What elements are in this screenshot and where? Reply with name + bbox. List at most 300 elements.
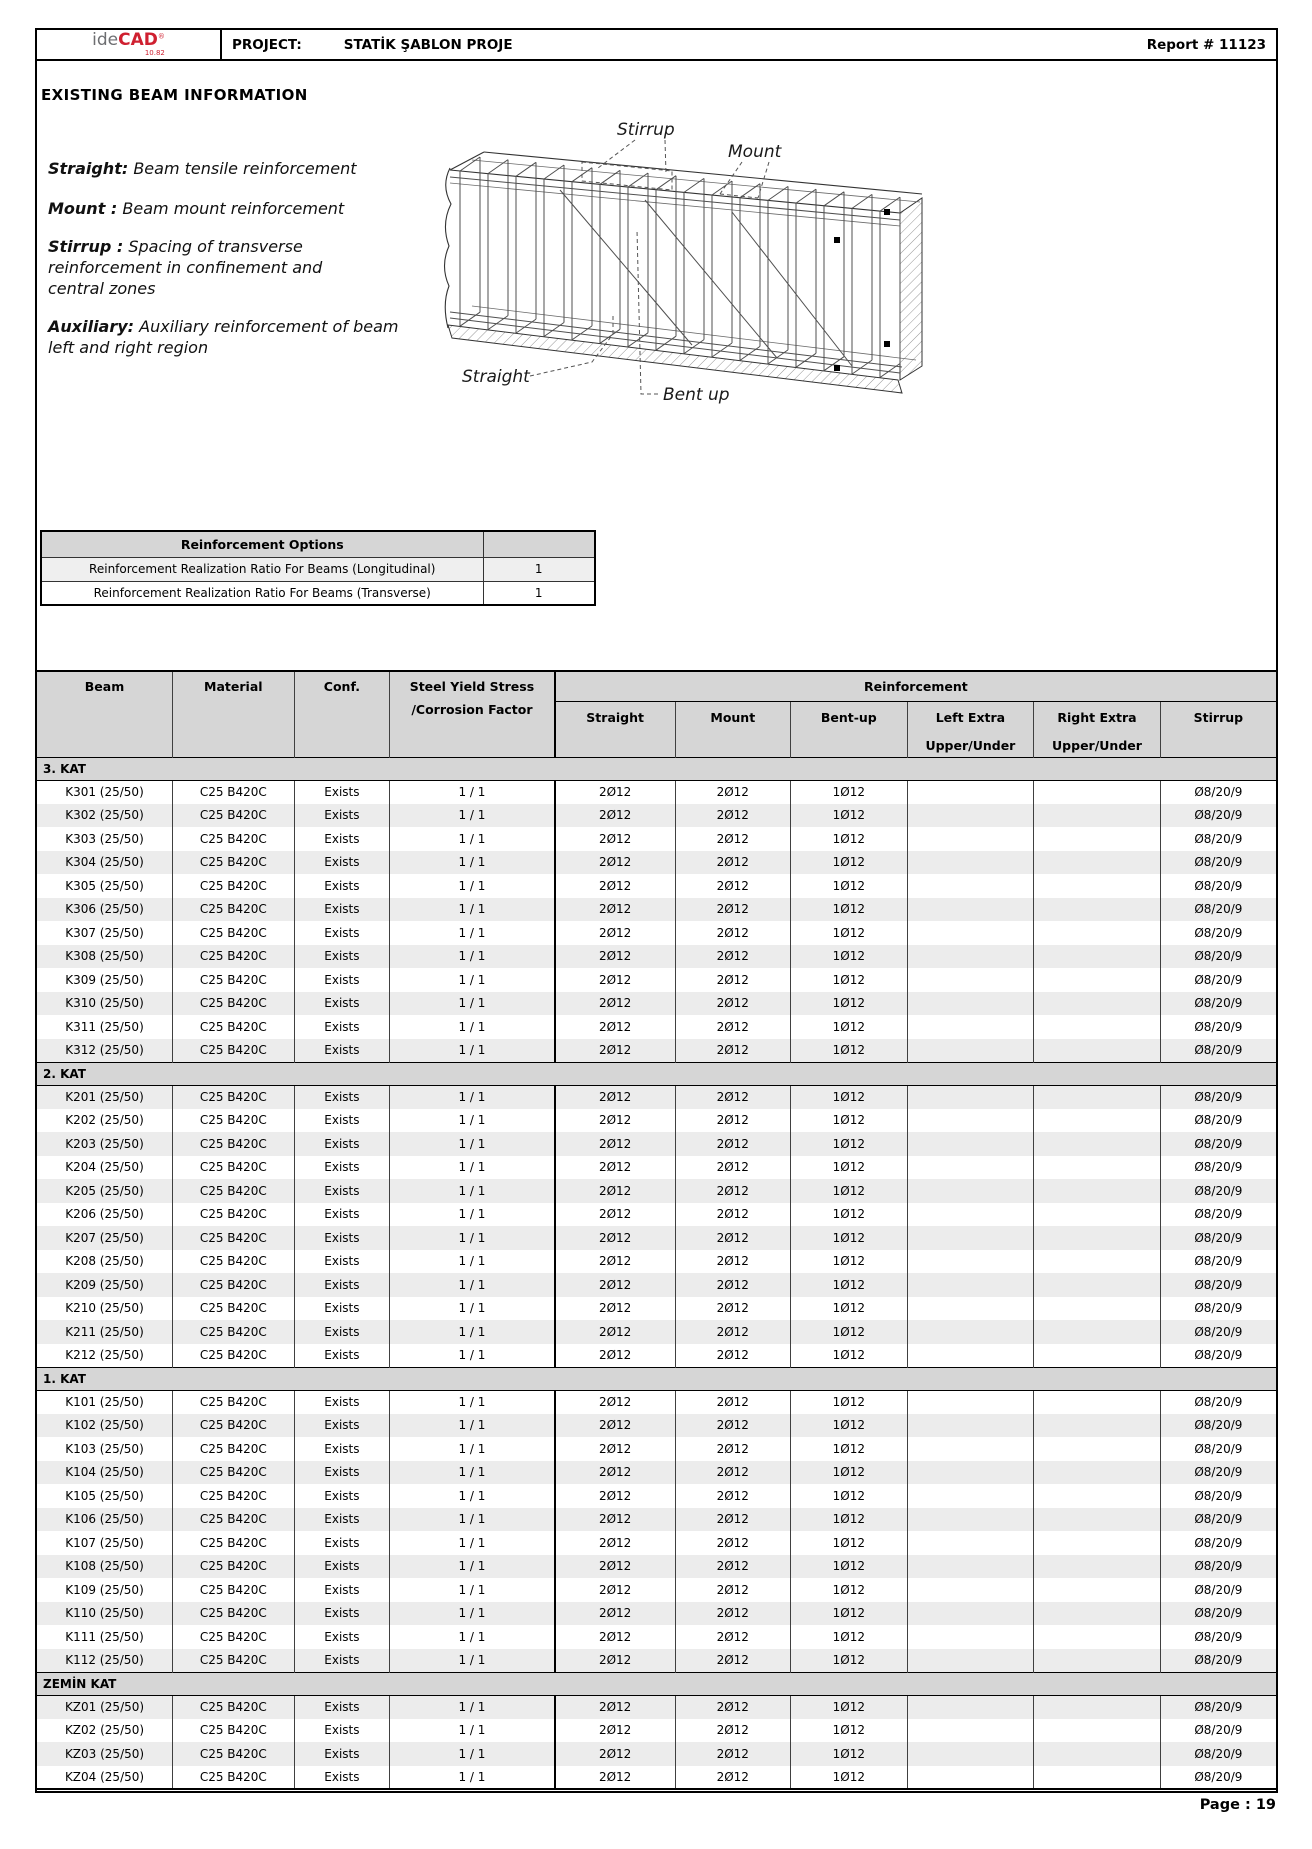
steel-yield-cell: 1 / 1 <box>390 1390 555 1414</box>
mount-cell: 2Ø12 <box>675 1766 790 1790</box>
stirrup-cell: Ø8/20/9 <box>1160 968 1277 992</box>
beam-table-header <box>36 671 1277 757</box>
mount-cell: 2Ø12 <box>675 1015 790 1039</box>
material-cell: C25 B420C <box>173 1649 295 1673</box>
page-number: Page : 19 <box>1199 1797 1276 1813</box>
steel-yield-cell: 1 / 1 <box>390 1742 555 1766</box>
stirrup-cell: Ø8/20/9 <box>1160 1390 1277 1414</box>
beam-id-cell: K306 (25/50) <box>36 898 173 922</box>
straight-cell: 2Ø12 <box>555 1344 675 1368</box>
col-header-beam: Beam <box>36 671 173 757</box>
conf-cell: Exists <box>294 1766 390 1790</box>
straight-cell: 2Ø12 <box>555 1203 675 1227</box>
beam-row <box>36 945 1277 969</box>
conf-cell: Exists <box>294 1461 390 1485</box>
straight-cell: 2Ø12 <box>555 1320 675 1344</box>
right-extra-cell <box>1034 1015 1161 1039</box>
bent-up-cell: 1Ø12 <box>790 945 907 969</box>
conf-cell: Exists <box>294 1085 390 1109</box>
conf-cell: Exists <box>294 1742 390 1766</box>
conf-cell: Exists <box>294 1555 390 1579</box>
stirrup-cell: Ø8/20/9 <box>1160 1766 1277 1790</box>
conf-cell: Exists <box>294 898 390 922</box>
straight-cell: 2Ø12 <box>555 1156 675 1180</box>
col-group-reinforcement: Reinforcement <box>555 671 1277 701</box>
right-extra-cell <box>1034 1766 1161 1790</box>
straight-cell: 2Ø12 <box>555 1390 675 1414</box>
beam-row <box>36 1461 1277 1485</box>
material-cell: C25 B420C <box>173 1719 295 1743</box>
conf-cell: Exists <box>294 851 390 875</box>
stirrup-cell: Ø8/20/9 <box>1160 1531 1277 1555</box>
mount-cell: 2Ø12 <box>675 1203 790 1227</box>
conf-cell: Exists <box>294 968 390 992</box>
steel-yield-cell: 1 / 1 <box>390 1602 555 1626</box>
section-label: 1. KAT <box>36 1367 1277 1390</box>
col-header-mount: Mount <box>675 701 790 757</box>
beam-row <box>36 1695 1277 1719</box>
section-label: 2. KAT <box>36 1062 1277 1085</box>
beam-row <box>36 1602 1277 1626</box>
steel-yield-cell: 1 / 1 <box>390 1766 555 1790</box>
beam-id-cell: K307 (25/50) <box>36 921 173 945</box>
straight-cell: 2Ø12 <box>555 874 675 898</box>
mount-cell: 2Ø12 <box>675 1390 790 1414</box>
steel-yield-cell: 1 / 1 <box>390 1109 555 1133</box>
stirrup-cell: Ø8/20/9 <box>1160 1437 1277 1461</box>
bent-up-cell: 1Ø12 <box>790 1649 907 1673</box>
bent-up-bar-1 <box>560 190 692 345</box>
steel-yield-cell: 1 / 1 <box>390 1508 555 1532</box>
bent-up-cell: 1Ø12 <box>790 1039 907 1063</box>
straight-cell: 2Ø12 <box>555 1742 675 1766</box>
logo-cad-text: CAD <box>118 30 158 50</box>
stirrup-cell: Ø8/20/9 <box>1160 1203 1277 1227</box>
concrete-end-face <box>900 198 922 380</box>
beam-id-cell: K103 (25/50) <box>36 1437 173 1461</box>
bent-up-cell: 1Ø12 <box>790 804 907 828</box>
beam-row <box>36 1742 1277 1766</box>
beam-id-cell: K110 (25/50) <box>36 1602 173 1626</box>
left-extra-cell <box>907 780 1034 804</box>
beam-id-cell: K303 (25/50) <box>36 827 173 851</box>
beam-row <box>36 1273 1277 1297</box>
mount-cell: 2Ø12 <box>675 1320 790 1344</box>
beam-id-cell: K205 (25/50) <box>36 1179 173 1203</box>
beam-row <box>36 1250 1277 1274</box>
straight-cell: 2Ø12 <box>555 1484 675 1508</box>
straight-cell: 2Ø12 <box>555 1132 675 1156</box>
right-extra-cell <box>1034 992 1161 1016</box>
conf-cell: Exists <box>294 1578 390 1602</box>
straight-cell: 2Ø12 <box>555 1578 675 1602</box>
project-cell <box>222 30 1147 59</box>
mount-cell: 2Ø12 <box>675 992 790 1016</box>
right-extra-cell <box>1034 874 1161 898</box>
mount-cell: 2Ø12 <box>675 1109 790 1133</box>
bent-up-cell: 1Ø12 <box>790 1508 907 1532</box>
straight-cell: 2Ø12 <box>555 1226 675 1250</box>
straight-cell: 2Ø12 <box>555 968 675 992</box>
stirrup-cell: Ø8/20/9 <box>1160 1461 1277 1485</box>
beam-row <box>36 1625 1277 1649</box>
material-cell: C25 B420C <box>173 1109 295 1133</box>
bent-up-cell: 1Ø12 <box>790 1226 907 1250</box>
straight-cell: 2Ø12 <box>555 1766 675 1790</box>
bent-up-cell: 1Ø12 <box>790 1390 907 1414</box>
left-extra-cell <box>907 1484 1034 1508</box>
conf-cell: Exists <box>294 1649 390 1673</box>
straight-cell: 2Ø12 <box>555 1508 675 1532</box>
option-value: 1 <box>483 581 595 605</box>
straight-cell: 2Ø12 <box>555 1414 675 1438</box>
beam-id-cell: K305 (25/50) <box>36 874 173 898</box>
beam-id-cell: K309 (25/50) <box>36 968 173 992</box>
section-label: 3. KAT <box>36 757 1277 780</box>
stirrup-cell: Ø8/20/9 <box>1160 1132 1277 1156</box>
right-extra-cell <box>1034 1578 1161 1602</box>
conf-cell: Exists <box>294 874 390 898</box>
left-extra-cell <box>907 851 1034 875</box>
steel-yield-cell: 1 / 1 <box>390 1625 555 1649</box>
left-extra-cell <box>907 1437 1034 1461</box>
material-cell: C25 B420C <box>173 1695 295 1719</box>
stirrup-cell: Ø8/20/9 <box>1160 1226 1277 1250</box>
bent-up-cell: 1Ø12 <box>790 1742 907 1766</box>
beam-id-cell: K105 (25/50) <box>36 1484 173 1508</box>
bent-up-cell: 1Ø12 <box>790 1625 907 1649</box>
conf-cell: Exists <box>294 1531 390 1555</box>
material-cell: C25 B420C <box>173 1390 295 1414</box>
left-extra-cell <box>907 827 1034 851</box>
left-extra-cell <box>907 1226 1034 1250</box>
beam-id-cell: K206 (25/50) <box>36 1203 173 1227</box>
material-cell: C25 B420C <box>173 1273 295 1297</box>
bent-up-cell: 1Ø12 <box>790 1602 907 1626</box>
left-extra-cell <box>907 1085 1034 1109</box>
conf-cell: Exists <box>294 1484 390 1508</box>
straight-cell: 2Ø12 <box>555 1531 675 1555</box>
material-cell: C25 B420C <box>173 1508 295 1532</box>
bent-up-cell: 1Ø12 <box>790 1156 907 1180</box>
straight-cell: 2Ø12 <box>555 1649 675 1673</box>
right-extra-cell <box>1034 1695 1161 1719</box>
stirrup-loop <box>684 178 704 353</box>
col-header-straight: Straight <box>555 701 675 757</box>
beam-id-cell: K203 (25/50) <box>36 1132 173 1156</box>
beam-row <box>36 1156 1277 1180</box>
break-line <box>445 168 452 328</box>
stirrup-callout-box <box>582 162 672 190</box>
right-extra-cell <box>1034 1297 1161 1321</box>
right-extra-cell <box>1034 1203 1161 1227</box>
col-header-bent-up: Bent-up <box>790 701 907 757</box>
diagram-label-bent-up: Bent up <box>663 385 730 405</box>
stirrup-cell: Ø8/20/9 <box>1160 780 1277 804</box>
diagram-label-straight: Straight <box>462 367 530 387</box>
options-row-longitudinal <box>41 557 595 581</box>
beam-row <box>36 1015 1277 1039</box>
beam-id-cell: K211 (25/50) <box>36 1320 173 1344</box>
left-extra-cell <box>907 945 1034 969</box>
right-extra-cell <box>1034 1250 1161 1274</box>
conf-cell: Exists <box>294 1625 390 1649</box>
right-extra-cell <box>1034 780 1161 804</box>
left-extra-cell <box>907 1461 1034 1485</box>
bent-up-cell: 1Ø12 <box>790 992 907 1016</box>
mount-cell: 2Ø12 <box>675 1156 790 1180</box>
col-header-stirrup: Stirrup <box>1160 701 1277 757</box>
mount-cell: 2Ø12 <box>675 945 790 969</box>
beam-id-cell: K101 (25/50) <box>36 1390 173 1414</box>
straight-cell: 2Ø12 <box>555 1297 675 1321</box>
steel-yield-cell: 1 / 1 <box>390 1531 555 1555</box>
left-extra-cell <box>907 1297 1034 1321</box>
stirrup-cell: Ø8/20/9 <box>1160 1344 1277 1368</box>
steel-yield-cell: 1 / 1 <box>390 1344 555 1368</box>
beam-row <box>36 1508 1277 1532</box>
top-bar-1 <box>450 177 900 220</box>
mount-cell: 2Ø12 <box>675 1625 790 1649</box>
left-extra-cell <box>907 874 1034 898</box>
steel-yield-cell: 1 / 1 <box>390 968 555 992</box>
bottom-bar-3 <box>472 306 916 360</box>
material-cell: C25 B420C <box>173 968 295 992</box>
straight-cell: 2Ø12 <box>555 1555 675 1579</box>
material-cell: C25 B420C <box>173 1742 295 1766</box>
bent-up-cell: 1Ø12 <box>790 1109 907 1133</box>
stirrup-cell: Ø8/20/9 <box>1160 1179 1277 1203</box>
straight-cell: 2Ø12 <box>555 1602 675 1626</box>
mount-cell: 2Ø12 <box>675 1508 790 1532</box>
stirrup-cell: Ø8/20/9 <box>1160 1320 1277 1344</box>
beam-row <box>36 1039 1277 1063</box>
mount-cell: 2Ø12 <box>675 851 790 875</box>
stirrup-cell: Ø8/20/9 <box>1160 1555 1277 1579</box>
steel-yield-cell: 1 / 1 <box>390 1039 555 1063</box>
bent-up-cell: 1Ø12 <box>790 874 907 898</box>
straight-cell: 2Ø12 <box>555 804 675 828</box>
conf-cell: Exists <box>294 1719 390 1743</box>
steel-yield-cell: 1 / 1 <box>390 1414 555 1438</box>
right-extra-cell <box>1034 1508 1161 1532</box>
left-extra-cell <box>907 898 1034 922</box>
bent-up-cell: 1Ø12 <box>790 1344 907 1368</box>
right-extra-cell <box>1034 898 1161 922</box>
right-extra-cell <box>1034 1085 1161 1109</box>
col-header-right-extra: Right Extra Upper/Under <box>1034 701 1161 757</box>
bent-up-bar-2 <box>645 200 777 358</box>
beam-row <box>36 968 1277 992</box>
left-extra-cell <box>907 1414 1034 1438</box>
bent-up-cell: 1Ø12 <box>790 1273 907 1297</box>
material-cell: C25 B420C <box>173 1179 295 1203</box>
material-cell: C25 B420C <box>173 1039 295 1063</box>
straight-cell: 2Ø12 <box>555 1719 675 1743</box>
stirrup-cell: Ø8/20/9 <box>1160 1297 1277 1321</box>
beam-id-cell: K212 (25/50) <box>36 1344 173 1368</box>
section-label: ZEMİN KAT <box>36 1672 1277 1695</box>
idecad-logo <box>37 30 222 59</box>
beam-row <box>36 1437 1277 1461</box>
steel-yield-cell: 1 / 1 <box>390 1250 555 1274</box>
beam-id-cell: K201 (25/50) <box>36 1085 173 1109</box>
left-extra-cell <box>907 1179 1034 1203</box>
straight-cell: 2Ø12 <box>555 1461 675 1485</box>
beam-id-cell: K108 (25/50) <box>36 1555 173 1579</box>
beam-row <box>36 1578 1277 1602</box>
conf-cell: Exists <box>294 1273 390 1297</box>
beam-row <box>36 1484 1277 1508</box>
bent-up-bar-3 <box>732 212 852 366</box>
right-extra-cell <box>1034 1531 1161 1555</box>
steel-yield-cell: 1 / 1 <box>390 1555 555 1579</box>
steel-yield-cell: 1 / 1 <box>390 1203 555 1227</box>
steel-yield-cell: 1 / 1 <box>390 921 555 945</box>
stirrup-cell: Ø8/20/9 <box>1160 851 1277 875</box>
mount-leader <box>720 162 769 198</box>
beam-row <box>36 1085 1277 1109</box>
conf-cell: Exists <box>294 1250 390 1274</box>
beam-row <box>36 1226 1277 1250</box>
col-header-steel-yield: Steel Yield Stress /Corrosion Factor <box>390 671 555 757</box>
bent-up-cell: 1Ø12 <box>790 1179 907 1203</box>
left-extra-cell <box>907 1602 1034 1626</box>
material-cell: C25 B420C <box>173 1226 295 1250</box>
stirrup-cell: Ø8/20/9 <box>1160 1273 1277 1297</box>
right-extra-cell <box>1034 1461 1161 1485</box>
stirrup-cell: Ø8/20/9 <box>1160 1039 1277 1063</box>
steel-yield-cell: 1 / 1 <box>390 780 555 804</box>
mount-cell: 2Ø12 <box>675 827 790 851</box>
section-row <box>36 1062 1277 1085</box>
corner-bar-dot-2 <box>834 237 840 243</box>
left-extra-cell <box>907 1578 1034 1602</box>
stirrup-cell: Ø8/20/9 <box>1160 1484 1277 1508</box>
stirrup-cell: Ø8/20/9 <box>1160 1602 1277 1626</box>
right-extra-cell <box>1034 827 1161 851</box>
steel-yield-cell: 1 / 1 <box>390 1320 555 1344</box>
corner-bar-dot-4 <box>834 365 840 371</box>
beam-id-cell: K102 (25/50) <box>36 1414 173 1438</box>
bent-up-cell: 1Ø12 <box>790 851 907 875</box>
left-extra-cell <box>907 1344 1034 1368</box>
conf-cell: Exists <box>294 992 390 1016</box>
mount-cell: 2Ø12 <box>675 1461 790 1485</box>
material-cell: C25 B420C <box>173 1250 295 1274</box>
mount-cell: 2Ø12 <box>675 1719 790 1743</box>
material-cell: C25 B420C <box>173 1437 295 1461</box>
beam-row <box>36 1719 1277 1743</box>
bent-up-cell: 1Ø12 <box>790 1766 907 1790</box>
straight-cell: 2Ø12 <box>555 780 675 804</box>
beam-row <box>36 804 1277 828</box>
steel-yield-cell: 1 / 1 <box>390 945 555 969</box>
left-extra-cell <box>907 1390 1034 1414</box>
left-extra-cell <box>907 921 1034 945</box>
right-extra-cell <box>1034 1719 1161 1743</box>
definition-straight: Straight: Beam tensile reinforcement <box>48 159 357 178</box>
material-cell: C25 B420C <box>173 780 295 804</box>
stirrup-cell: Ø8/20/9 <box>1160 992 1277 1016</box>
steel-yield-cell: 1 / 1 <box>390 1179 555 1203</box>
page-title: EXISTING BEAM INFORMATION <box>41 86 308 104</box>
material-cell: C25 B420C <box>173 1320 295 1344</box>
right-extra-cell <box>1034 968 1161 992</box>
bent-up-cell: 1Ø12 <box>790 1132 907 1156</box>
mount-cell: 2Ø12 <box>675 1344 790 1368</box>
bent-up-cell: 1Ø12 <box>790 1320 907 1344</box>
left-extra-cell <box>907 1719 1034 1743</box>
conf-cell: Exists <box>294 1602 390 1626</box>
straight-cell: 2Ø12 <box>555 1250 675 1274</box>
steel-yield-cell: 1 / 1 <box>390 827 555 851</box>
left-extra-cell <box>907 1320 1034 1344</box>
steel-yield-cell: 1 / 1 <box>390 1578 555 1602</box>
left-extra-cell <box>907 992 1034 1016</box>
steel-yield-cell: 1 / 1 <box>390 1156 555 1180</box>
steel-yield-cell: 1 / 1 <box>390 1484 555 1508</box>
steel-yield-cell: 1 / 1 <box>390 992 555 1016</box>
bent-up-cell: 1Ø12 <box>790 780 907 804</box>
conf-cell: Exists <box>294 1390 390 1414</box>
steel-yield-cell: 1 / 1 <box>390 874 555 898</box>
beam-id-cell: K111 (25/50) <box>36 1625 173 1649</box>
steel-yield-cell: 1 / 1 <box>390 1695 555 1719</box>
material-cell: C25 B420C <box>173 1132 295 1156</box>
steel-yield-cell: 1 / 1 <box>390 1649 555 1673</box>
mount-cell: 2Ø12 <box>675 1649 790 1673</box>
mount-cell: 2Ø12 <box>675 1273 790 1297</box>
left-extra-cell <box>907 1273 1034 1297</box>
left-extra-cell <box>907 1695 1034 1719</box>
material-cell: C25 B420C <box>173 1085 295 1109</box>
beam-id-cell: K310 (25/50) <box>36 992 173 1016</box>
conf-cell: Exists <box>294 1156 390 1180</box>
stirrup-cell: Ø8/20/9 <box>1160 1578 1277 1602</box>
straight-cell: 2Ø12 <box>555 992 675 1016</box>
logo-registered-mark: ® <box>157 32 165 41</box>
beam-id-cell: K202 (25/50) <box>36 1109 173 1133</box>
steel-yield-cell: 1 / 1 <box>390 1719 555 1743</box>
straight-cell: 2Ø12 <box>555 1695 675 1719</box>
beam-id-cell: KZ04 (25/50) <box>36 1766 173 1790</box>
option-label: Reinforcement Realization Ratio For Beams (Transverse) <box>41 581 483 605</box>
left-extra-cell <box>907 1555 1034 1579</box>
straight-cell: 2Ø12 <box>555 1179 675 1203</box>
mount-cell: 2Ø12 <box>675 1437 790 1461</box>
bent-up-cell: 1Ø12 <box>790 827 907 851</box>
conf-cell: Exists <box>294 1437 390 1461</box>
beam-id-cell: K304 (25/50) <box>36 851 173 875</box>
stirrup-loop <box>572 168 592 340</box>
bent-up-cell: 1Ø12 <box>790 1085 907 1109</box>
left-extra-cell <box>907 1766 1034 1790</box>
left-extra-cell <box>907 1508 1034 1532</box>
mount-cell: 2Ø12 <box>675 968 790 992</box>
beam-row <box>36 827 1277 851</box>
material-cell: C25 B420C <box>173 1461 295 1485</box>
material-cell: C25 B420C <box>173 874 295 898</box>
conf-cell: Exists <box>294 1039 390 1063</box>
right-extra-cell <box>1034 804 1161 828</box>
mount-cell: 2Ø12 <box>675 1555 790 1579</box>
beam-row <box>36 992 1277 1016</box>
mount-cell: 2Ø12 <box>675 1179 790 1203</box>
mount-cell: 2Ø12 <box>675 1039 790 1063</box>
beam-id-cell: K312 (25/50) <box>36 1039 173 1063</box>
conf-cell: Exists <box>294 1015 390 1039</box>
